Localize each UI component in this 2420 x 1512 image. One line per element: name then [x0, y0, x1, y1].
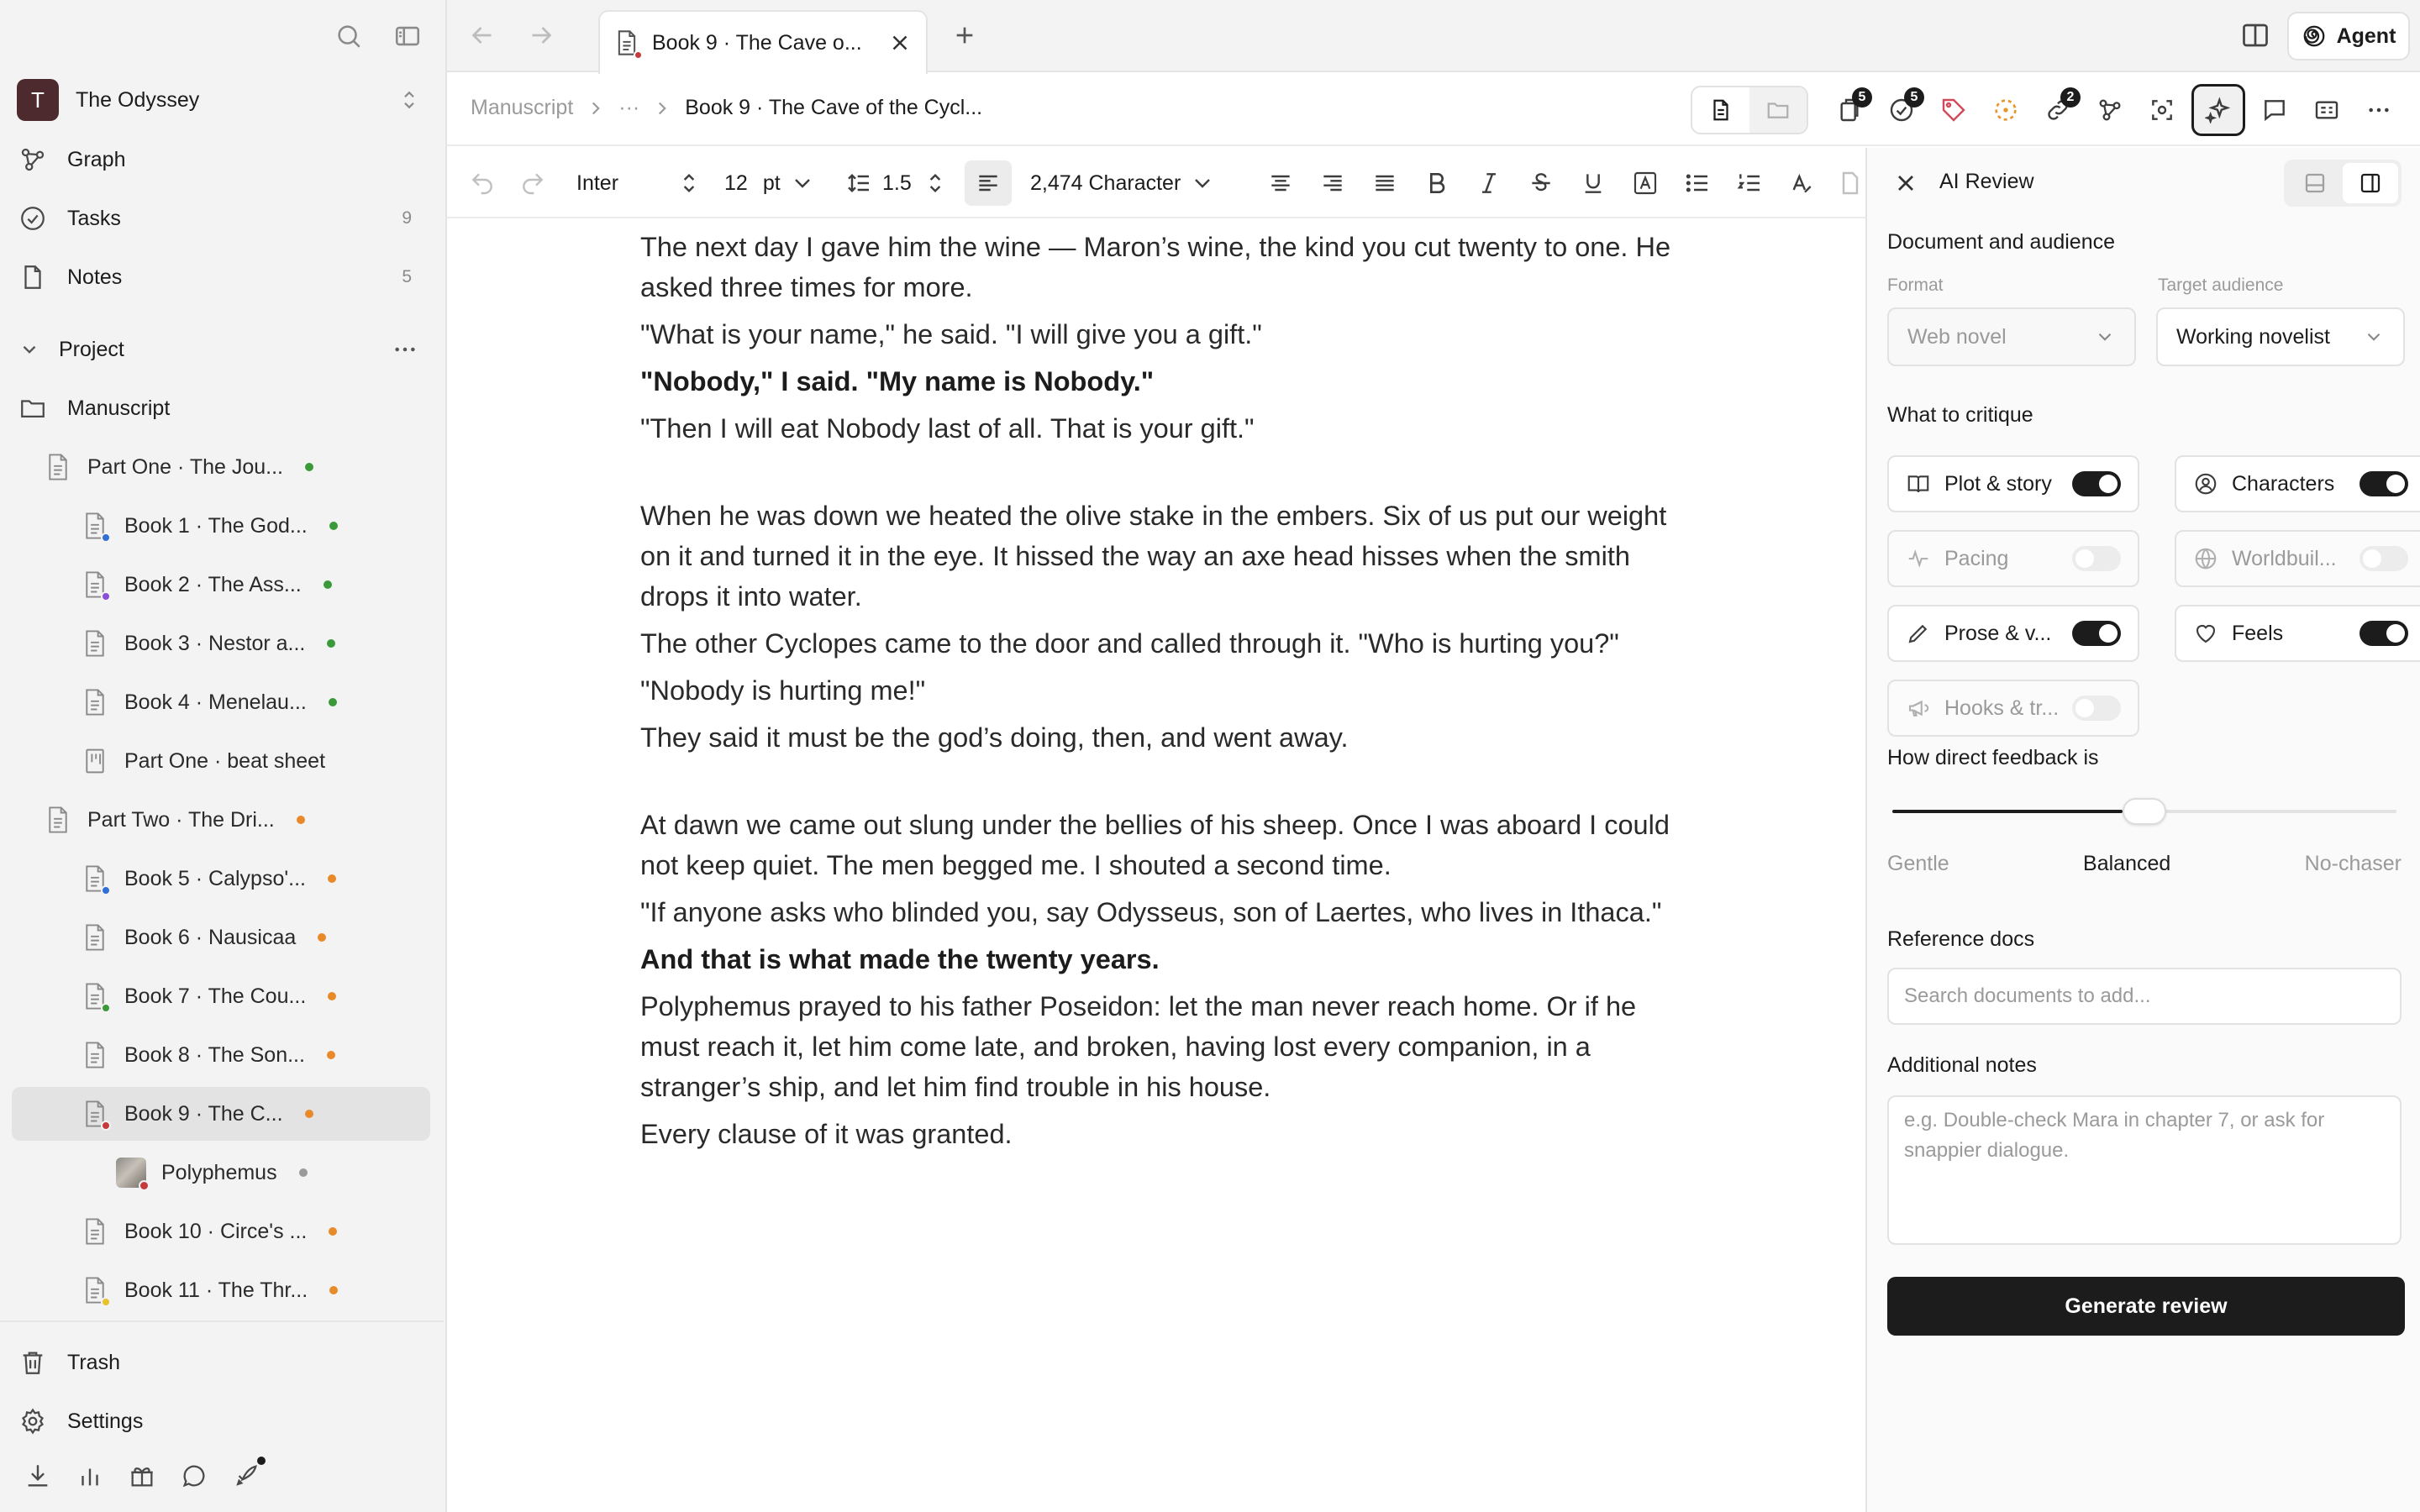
tab-title: Book 9 · The Cave o...: [652, 30, 862, 55]
align-left-icon: [975, 170, 1002, 197]
critique-heading: What to critique: [1887, 403, 2033, 427]
font-size-unit: pt: [762, 171, 781, 195]
justify-button[interactable]: [1371, 148, 1398, 218]
stats-icon[interactable]: [76, 1462, 104, 1490]
format-value: Web novel: [1907, 324, 2007, 349]
nav-graph-label: Graph: [67, 147, 126, 171]
status-mark: [634, 50, 643, 60]
strikethrough-button[interactable]: [1528, 148, 1555, 218]
document-icon: [82, 1100, 108, 1128]
tree-item[interactable]: [12, 675, 430, 729]
notes-textarea[interactable]: [1887, 1095, 2402, 1245]
audience-select[interactable]: [2156, 307, 2405, 366]
graph-icon: [18, 145, 47, 174]
tree-item-label: Part Two · The Dri...: [87, 807, 275, 832]
close-icon[interactable]: [887, 30, 913, 55]
tree-item-label: Part One · beat sheet: [124, 748, 326, 773]
tree-item[interactable]: [12, 911, 430, 964]
more-button[interactable]: [2353, 86, 2405, 134]
sidebar-bottom-icons: [24, 1462, 260, 1490]
tree-item-label: Book 11 · The Thr...: [124, 1278, 308, 1302]
status-dot: [328, 874, 336, 883]
nav-trash-label: Trash: [67, 1350, 120, 1374]
critique-toggle[interactable]: [2072, 696, 2121, 721]
clear-format-button[interactable]: [1788, 148, 1815, 218]
chat-icon[interactable]: [180, 1462, 208, 1490]
paragraph[interactable]: At dawn we came out slung under the bellies of his sheep. Once I was aboard I could not keep quiet. The men begged me. I shouted a second time.: [640, 810, 1670, 880]
focus-button[interactable]: [2136, 86, 2188, 134]
chevron-right-icon: [651, 97, 673, 119]
status-dot: [327, 639, 335, 648]
character-count-select[interactable]: [1030, 148, 1216, 218]
status-dot: [329, 1227, 337, 1236]
gift-icon[interactable]: [128, 1462, 156, 1490]
font-value: Inter: [576, 171, 619, 195]
document-icon: [82, 864, 108, 893]
download-icon[interactable]: [24, 1462, 52, 1490]
critique-option[interactable]: [1887, 680, 2139, 737]
align-center-button[interactable]: [1267, 148, 1294, 218]
bottom-panel-button[interactable]: [2287, 163, 2343, 203]
nav-tasks-label: Tasks: [67, 206, 121, 230]
status-mark: [101, 885, 111, 895]
line-height-select[interactable]: [845, 148, 949, 218]
user-circle-icon: [2193, 471, 2218, 496]
strikethrough-icon: [1528, 170, 1555, 197]
focus-icon: [2149, 97, 2175, 123]
breadcrumb-current[interactable]: Book 9 · The Cave of the Cycl...: [685, 96, 983, 119]
directness-option[interactable]: Balanced: [2083, 852, 2171, 875]
format-select[interactable]: [1887, 307, 2136, 366]
nav-trash[interactable]: [18, 1342, 427, 1383]
tab-bar: [447, 0, 2420, 72]
tree-item[interactable]: [12, 969, 430, 1023]
status-dot: [318, 933, 326, 942]
line-height-value: 1.5: [882, 171, 912, 195]
status-mark: [101, 1297, 111, 1307]
document-icon: [82, 629, 108, 658]
document-icon: [82, 923, 108, 952]
redo-button[interactable]: [519, 148, 546, 218]
document-icon: [82, 688, 108, 717]
numbered-list-button[interactable]: [1736, 148, 1763, 218]
audience-value: Working novelist: [2176, 324, 2330, 349]
tree-item-label: Book 4 · Menelau...: [124, 690, 307, 714]
layout-bottom-icon: [2302, 171, 2328, 196]
status-mark: [101, 1121, 111, 1131]
globe-icon: [2193, 546, 2218, 571]
chevron-up-down-icon: [922, 170, 949, 197]
tree-item-label: Polyphemus: [161, 1160, 277, 1184]
tree-item-label: Book 9 · The C...: [124, 1101, 283, 1126]
nav-graph[interactable]: [18, 139, 427, 180]
notes-heading: Additional notes: [1887, 1053, 2037, 1077]
paragraph[interactable]: "What is your name," he said. "I will give you a gift.": [640, 319, 1262, 349]
document-icon: [45, 806, 71, 834]
document-audience-heading: Document and audience: [1887, 230, 2116, 254]
chevron-down-icon: [789, 170, 816, 197]
pages-badge: 5: [1852, 87, 1872, 108]
chevron-down-icon: [2363, 326, 2385, 348]
id-card-icon: [2313, 97, 2340, 123]
comments-button[interactable]: [2249, 86, 2301, 134]
critique-toggle[interactable]: [2360, 621, 2408, 646]
manuscript-label: Manuscript: [67, 396, 171, 420]
chevron-up-down-icon: [397, 87, 422, 113]
paragraph[interactable]: "Nobody is hurting me!": [640, 675, 926, 706]
ai-review-header: [1867, 148, 2420, 218]
critique-option-label: Feels: [2232, 621, 2284, 645]
status-dot: [329, 522, 338, 530]
links-badge: 2: [2060, 87, 2081, 108]
card-button[interactable]: [2301, 86, 2353, 134]
document-icon: [1708, 97, 1733, 123]
undo-icon: [469, 170, 496, 197]
trash-icon: [18, 1348, 47, 1377]
nav-notes-count: 5: [402, 267, 412, 286]
text-color-icon: [1632, 170, 1659, 197]
paragraph[interactable]: When he was down we heated the olive stake in the embers. Six of us put our weight on it and turned it in the eye. It hissed the way an axe head hisses when the smith drops it into water.: [640, 501, 1667, 612]
tree-item[interactable]: [12, 1146, 430, 1200]
chevron-down-icon: [1189, 170, 1216, 197]
view-mode-toggle: [1691, 86, 1808, 134]
pen-icon: [1906, 621, 1931, 646]
project-label: Project: [59, 337, 124, 361]
tree-item-label: Part One · The Jou...: [87, 454, 283, 479]
document-icon: [82, 982, 108, 1011]
directness-heading: How direct feedback is: [1887, 746, 2099, 769]
split-view-icon[interactable]: [2240, 20, 2270, 50]
more-format-button[interactable]: [1837, 148, 1864, 218]
nav-settings-label: Settings: [67, 1409, 144, 1433]
critique-option-label: Worldbuil...: [2232, 546, 2337, 570]
ai-review-panel: [1865, 148, 2420, 1512]
notification-dot: [257, 1457, 266, 1465]
status-dot: [324, 580, 332, 589]
status-dot: [297, 816, 305, 824]
nav-tasks-count: 9: [402, 208, 412, 228]
critique-toggle[interactable]: [2072, 621, 2121, 646]
status-dot: [329, 1286, 338, 1294]
document-icon: [82, 570, 108, 599]
graph-icon: [2096, 97, 2123, 123]
document-toolbar: [1691, 86, 2405, 134]
breadcrumb-root[interactable]: Manuscript: [471, 96, 574, 119]
agent-label: Agent: [2336, 24, 2396, 48]
plus-icon[interactable]: [951, 22, 978, 49]
tab-book-9[interactable]: [598, 10, 928, 74]
critique-option[interactable]: [1887, 455, 2139, 512]
align-center-icon: [1267, 170, 1294, 197]
tree-item[interactable]: [12, 1263, 430, 1317]
bullet-list-button[interactable]: [1684, 148, 1711, 218]
pulse-icon: [1906, 546, 1931, 571]
workspace-name: The Odyssey: [76, 87, 200, 112]
side-panel-button[interactable]: [2343, 163, 2398, 203]
critique-option-label: Plot & story: [1944, 471, 2052, 496]
paragraph[interactable]: The other Cyclopes came to the door and called through it. "Who is hurting you?": [640, 628, 1619, 659]
gear-icon: [18, 1407, 47, 1436]
back-arrow-icon[interactable]: [467, 20, 497, 50]
sidebar: [0, 0, 444, 1512]
formatting-toolbar: [447, 148, 1865, 218]
font-select[interactable]: [576, 148, 702, 218]
critique-toggle[interactable]: [2072, 546, 2121, 571]
reference-search-input[interactable]: [1887, 968, 2402, 1025]
paragraph[interactable]: Polyphemus prayed to his father Poseidon: let the man never reach home. Or if he must reach it, let him come late, and broken, having lost every companion, in a stranger’s ship, and let him find trouble in his house.: [640, 991, 1637, 1102]
font-size-select[interactable]: [724, 148, 816, 218]
document-icon: [82, 1276, 108, 1305]
sidebar-top-icons: [334, 22, 422, 50]
directness-slider[interactable]: [1892, 810, 2396, 813]
dashed-circle-icon: [1992, 97, 2019, 123]
chevron-down-icon[interactable]: [18, 339, 40, 360]
rocket-icon[interactable]: [232, 1462, 260, 1490]
directness-slider-handle[interactable]: [2123, 798, 2166, 825]
spiral-icon: [2302, 24, 2327, 49]
tree-item-label: Book 8 · The Son...: [124, 1042, 305, 1067]
tree-item[interactable]: [12, 558, 430, 612]
note-icon: [18, 263, 47, 291]
bullet-list-icon: [1684, 170, 1711, 197]
sidebar-divider: [0, 1320, 444, 1322]
document-icon: [1837, 170, 1864, 197]
clear-format-icon: [1788, 170, 1815, 197]
tree-item-label: Book 5 · Calypso'...: [124, 866, 306, 890]
character-avatar: [116, 1158, 146, 1188]
directness-option[interactable]: Gentle: [1887, 852, 1949, 875]
folder-icon: [1765, 97, 1791, 123]
tree-item[interactable]: [12, 1028, 430, 1082]
critique-option-label: Pacing: [1944, 546, 2009, 570]
paragraph[interactable]: The next day I gave him the wine — Maron’s wine, the kind you cut twenty to one. He asked three times for more.: [640, 232, 1671, 302]
tree-item[interactable]: [12, 734, 430, 788]
chevron-down-icon: [2094, 326, 2116, 348]
status-dot: [329, 698, 337, 706]
book-icon: [1906, 471, 1931, 496]
bold-icon: [1423, 170, 1450, 197]
generate-review-button[interactable]: Generate review: [1887, 1277, 2405, 1336]
critique-toggle[interactable]: [2360, 471, 2408, 496]
critique-option[interactable]: [1887, 605, 2139, 662]
project-section-header[interactable]: [18, 329, 427, 370]
status-mark: [139, 1180, 150, 1191]
audience-label: Target audience: [2158, 276, 2284, 295]
reference-placeholder: Search documents to add...: [1904, 984, 2151, 1007]
tree-item-label: Book 7 · The Cou...: [124, 984, 307, 1008]
critique-option-label: Hooks & tr...: [1944, 696, 2060, 720]
undo-button[interactable]: [469, 148, 496, 218]
paragraph[interactable]: Every clause of it was granted.: [640, 1119, 1013, 1149]
underline-button[interactable]: [1580, 148, 1607, 218]
folder-view-button[interactable]: [1749, 87, 1807, 133]
chevron-right-icon: [585, 97, 607, 119]
align-right-button[interactable]: [1319, 148, 1346, 218]
tree-item-label: Book 10 · Circe's ...: [124, 1219, 308, 1243]
graph-button[interactable]: [2084, 86, 2136, 134]
align-right-icon: [1319, 170, 1346, 197]
panel-layout-toggle: [2284, 160, 2402, 207]
align-left-button[interactable]: [965, 160, 1012, 206]
status-mark: [101, 1003, 111, 1013]
critique-toggle[interactable]: [2072, 471, 2121, 496]
critique-option-label: Prose & v...: [1944, 621, 2052, 645]
sparkle-icon: [2205, 97, 2232, 123]
megaphone-icon: [1906, 696, 1931, 721]
critique-option[interactable]: [1887, 530, 2139, 587]
nav-notes[interactable]: [18, 257, 427, 297]
tree-item-label: Book 1 · The God...: [124, 513, 308, 538]
workspace-avatar: T: [17, 79, 59, 121]
directness-labels: [1887, 852, 2402, 876]
directness-option[interactable]: No-chaser: [2304, 852, 2402, 875]
tasks-badge: 5: [1904, 87, 1924, 108]
pages-button[interactable]: [1823, 86, 1876, 134]
bold-button[interactable]: [1423, 148, 1450, 218]
close-icon[interactable]: [1892, 170, 1919, 197]
format-label: Format: [1887, 276, 1944, 295]
status-dot: [328, 992, 336, 1000]
sidebar-toggle-icon[interactable]: [393, 22, 422, 50]
breadcrumb: [471, 96, 982, 120]
heart-icon: [2193, 621, 2218, 646]
font-size-value: 12: [724, 171, 748, 195]
tree-item[interactable]: [12, 617, 430, 670]
tree-item[interactable]: [12, 1205, 430, 1258]
paragraph[interactable]: "Nobody," I said. "My name is Nobody.": [640, 366, 1155, 396]
redo-icon: [519, 170, 546, 197]
chevron-up-down-icon: [676, 170, 702, 197]
tree-item[interactable]: [12, 793, 430, 847]
critique-option[interactable]: [2175, 455, 2420, 512]
status-mark: [101, 591, 111, 601]
status-dot: [299, 1168, 308, 1177]
folder-icon: [18, 394, 47, 423]
links-button[interactable]: [2032, 86, 2084, 134]
tasks-button[interactable]: [1876, 86, 1928, 134]
critique-option[interactable]: [2175, 605, 2420, 662]
layout-sidebar-icon: [2358, 171, 2383, 196]
breadcrumb-ellipsis[interactable]: ···: [618, 96, 640, 119]
critique-option[interactable]: [2175, 530, 2420, 587]
directness-slider-fill: [1892, 810, 2123, 813]
document-icon: [615, 29, 639, 56]
check-circle-icon: [18, 204, 47, 233]
paragraph[interactable]: They said it must be the god’s doing, then, and went away.: [640, 722, 1349, 753]
tree-item[interactable]: [12, 499, 430, 553]
paragraph[interactable]: And that is what made the twenty years.: [640, 944, 1160, 974]
numbered-list-icon: [1736, 170, 1763, 197]
tree-item-label: Book 3 · Nestor a...: [124, 631, 306, 655]
nav-settings[interactable]: [18, 1401, 427, 1441]
underline-icon: [1580, 170, 1607, 197]
breadcrumb-bar: [447, 74, 2420, 146]
manuscript-folder[interactable]: [18, 388, 427, 428]
status-mark: [101, 533, 111, 543]
critique-toggle[interactable]: [2360, 546, 2408, 571]
align-justify-icon: [1371, 170, 1398, 197]
status-button[interactable]: [1980, 86, 2032, 134]
search-icon[interactable]: [334, 22, 363, 50]
beat-sheet-icon: [82, 747, 108, 775]
ai-review-title: AI Review: [1939, 170, 2034, 193]
document-icon: [82, 1041, 108, 1069]
more-options-icon: [2365, 97, 2392, 123]
workspace-switcher[interactable]: [17, 79, 425, 121]
character-count: 2,474 Character: [1030, 171, 1181, 195]
document-view-button[interactable]: [1692, 87, 1749, 133]
tree-item[interactable]: [12, 1087, 430, 1141]
document-icon: [82, 1217, 108, 1246]
paragraph[interactable]: "If anyone asks who blinded you, say Odysseus, son of Laertes, who lives in Ithaca.": [640, 897, 1662, 927]
nav-notes-label: Notes: [67, 265, 123, 289]
forward-arrow-icon[interactable]: [526, 20, 556, 50]
notes-placeholder: e.g. Double-check Mara in chapter 7, or ask for snappier dialogue.: [1904, 1109, 2325, 1162]
document-editor[interactable]: [640, 227, 1691, 1161]
italic-icon: [1476, 170, 1502, 197]
tree-item-label: Book 6 · Nausicaa: [124, 925, 297, 949]
nav-tasks[interactable]: [18, 198, 427, 239]
status-dot: [305, 1110, 313, 1118]
reference-heading: Reference docs: [1887, 927, 2035, 951]
text-color-button[interactable]: [1632, 148, 1659, 218]
critique-option-label: Characters: [2232, 471, 2335, 496]
paragraph[interactable]: "Then I will eat Nobody last of all. That is your gift.": [640, 413, 1255, 444]
status-dot: [305, 463, 313, 471]
tags-button[interactable]: [1928, 86, 1980, 134]
tag-icon: [1940, 97, 1967, 123]
more-options-icon[interactable]: [392, 336, 418, 363]
tree-item-label: Book 2 · The Ass...: [124, 572, 302, 596]
document-icon: [82, 512, 108, 540]
italic-button[interactable]: [1476, 148, 1502, 218]
ai-review-button[interactable]: [2191, 84, 2245, 136]
tree-item[interactable]: [12, 440, 430, 494]
comment-icon: [2261, 97, 2288, 123]
tree-item[interactable]: [12, 852, 430, 906]
agent-button[interactable]: [2287, 12, 2410, 60]
line-height-icon: [845, 170, 872, 197]
document-icon: [45, 453, 71, 481]
status-dot: [327, 1051, 335, 1059]
